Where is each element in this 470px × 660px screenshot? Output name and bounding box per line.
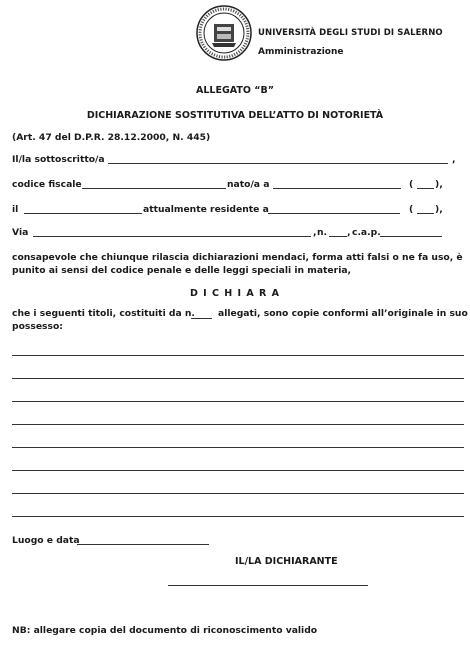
declarant-label: IL/LA DICHIARANTE (235, 556, 338, 567)
blank-line[interactable] (12, 470, 464, 471)
blank-line[interactable] (12, 516, 464, 517)
postal-code-label: c.a.p. (352, 227, 381, 238)
university-seal-icon (196, 5, 252, 61)
comma-text: , (452, 154, 456, 165)
resident-province-field[interactable] (417, 213, 434, 214)
titles-text-a: che i seguenti titoli, costituiti da n. (12, 308, 195, 319)
tax-code-field[interactable] (82, 188, 226, 189)
signature-field[interactable] (168, 585, 368, 586)
undersigned-label: Il/la sottoscritto/a (12, 154, 105, 165)
annex-label: ALLEGATO “B” (196, 85, 274, 96)
street-field[interactable] (33, 236, 311, 237)
place-date-label: Luogo e data (12, 535, 80, 546)
blank-line[interactable] (12, 355, 464, 356)
blank-line[interactable] (12, 447, 464, 448)
number-field[interactable] (329, 236, 347, 237)
undersigned-field[interactable] (108, 163, 448, 164)
born-in-field[interactable] (273, 188, 401, 189)
street-label: Via (12, 227, 29, 238)
tax-code-label: codice fiscale (12, 179, 82, 190)
declares-heading: D I C H I A R A (189, 288, 281, 299)
born-in-label: nato/a a (227, 179, 270, 190)
blank-line[interactable] (12, 493, 464, 494)
postal-code-field[interactable] (380, 236, 442, 237)
resident-city-field[interactable] (268, 213, 400, 214)
attachments-count-field[interactable] (191, 318, 212, 319)
blank-line[interactable] (12, 424, 464, 425)
province-open: ( (409, 204, 414, 215)
titles-text-b: allegati, sono copie conformi all’originale in suo (218, 308, 468, 319)
comma-text: , (313, 227, 317, 238)
birth-date-field[interactable] (24, 213, 142, 214)
awareness-line-2: punito ai sensi del codice penale e delle leggi speciali in materia, (12, 265, 352, 276)
birth-province-field[interactable] (417, 188, 434, 189)
province-open: ( (409, 179, 414, 190)
titles-text-2: possesso: (12, 321, 63, 332)
university-name: UNIVERSITÀ DEGLI STUDI DI SALERNO (258, 28, 443, 38)
awareness-line-1: consapevole che chiunque rilascia dichiarazioni mendaci, forma atti falsi o ne fa uso, è (12, 252, 463, 263)
note-text: NB: allegare copia del documento di riconoscimento valido (12, 625, 318, 636)
office-name: Amministrazione (258, 47, 344, 57)
place-date-field[interactable] (77, 544, 209, 545)
legal-reference: (Art. 47 del D.P.R. 28.12.2000, N. 445) (12, 132, 211, 143)
date-prefix-label: il (12, 204, 19, 215)
number-label: n. (317, 227, 328, 238)
blank-line[interactable] (12, 401, 464, 402)
comma-text: , (347, 227, 351, 238)
resident-label: attualmente residente a (143, 204, 269, 215)
blank-line[interactable] (12, 378, 464, 379)
province-close: ), (435, 179, 443, 190)
province-close: ), (435, 204, 443, 215)
document-title: DICHIARAZIONE SOSTITUTIVA DELL’ATTO DI NOTORIETÀ (86, 110, 384, 121)
